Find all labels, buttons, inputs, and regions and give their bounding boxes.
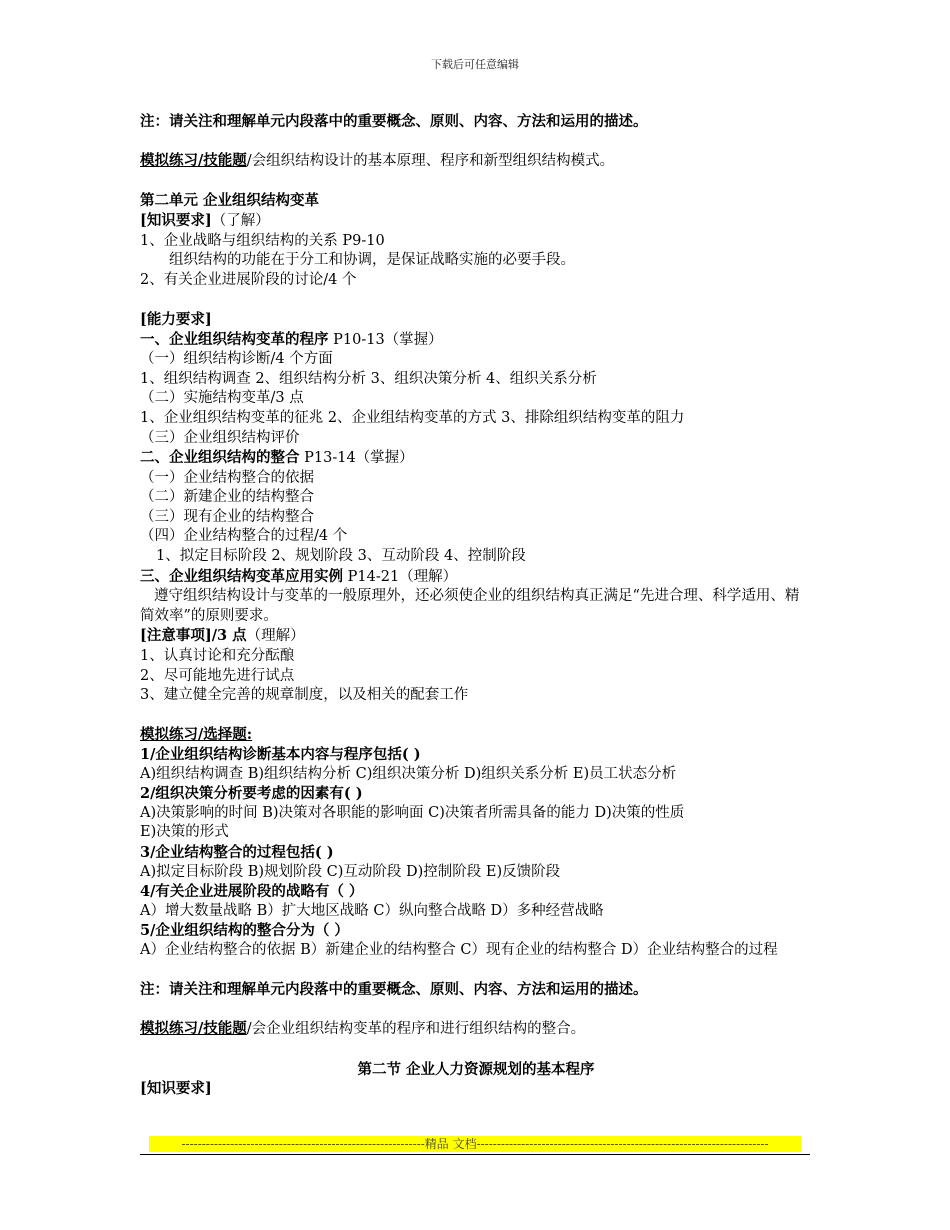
question: 5/企业组织结构的整合分为（ ） xyxy=(140,922,349,940)
attention-item: 1、认真讨论和充分酝酿 xyxy=(140,648,295,665)
section-ref: P10-13（掌握） xyxy=(328,331,443,348)
section-title-text: 二、企业组织结构的整合 xyxy=(140,449,300,467)
attention-heading xyxy=(140,626,812,647)
section-ref: P13-14（掌握） xyxy=(299,450,414,467)
ability-section-title xyxy=(140,448,812,469)
question-options: E)决策的形式 xyxy=(140,824,229,841)
section-ref: P14-21（理解） xyxy=(343,568,458,585)
ability-section-title xyxy=(140,567,812,588)
note-paragraph: 注：请关注和理解单元内段落中的重要概念、原则、内容、方法和运用的描述。 xyxy=(140,113,648,130)
knowledge-note: （了解） xyxy=(211,212,270,229)
knowledge-item: 1、企业战略与组织结构的关系 P9-10 xyxy=(140,232,385,249)
attention-note: （理解） xyxy=(246,628,305,645)
section-title: 第二节 企业人力资源规划的基本程序 xyxy=(357,1060,595,1078)
subsection-items: 1、组织结构调查 2、组织结构分析 3、组织决策分析 4、组织关系分析 xyxy=(140,370,597,387)
choice-exercise-heading: 模拟练习/选择题: xyxy=(140,726,253,744)
skill-exercise-text: /会企业组织结构变革的程序和进行组织结构的整合。 xyxy=(246,1021,586,1038)
knowledge-item: 2、有关企业进展阶段的讨论/4 个 xyxy=(140,271,357,288)
section-paragraph-text: 遵守组织结构设计与变革的一般原理外，还必须使企业的组织结构真正满足“先进合理、科学适用、精简效率”的原则要求。 xyxy=(140,588,800,624)
subsection: （三）企业组织结构评价 xyxy=(140,429,300,446)
attention-item: 3、建立健全完善的规章制度，以及相关的配套工作 xyxy=(140,687,469,704)
footer-banner: ------------------------------------------------------------精品 文档------------------------------------------------------------------------ xyxy=(149,1136,801,1152)
subsection: （一）企业结构整合的依据 xyxy=(140,469,314,486)
section-paragraph xyxy=(140,587,812,626)
note-paragraph: 注：请关注和理解单元内段落中的重要概念、原则、内容、方法和运用的描述。 xyxy=(140,981,648,999)
subsection: （三）现有企业的结构整合 xyxy=(140,508,314,525)
knowledge-heading: [知识要求] xyxy=(140,1080,212,1098)
attention-item: 2、尽可能地先进行试点 xyxy=(140,667,295,684)
question: 2/组织决策分析要考虑的因素有( ) xyxy=(140,785,363,803)
knowledge-item-detail: 组织结构的功能在于分工和协调，是保证战略实施的必要手段。 xyxy=(169,252,575,269)
question: 4/有关企业进展阶段的战略有（ ） xyxy=(140,883,364,901)
skill-exercise-paragraph xyxy=(140,151,812,172)
knowledge-label: [知识要求] xyxy=(140,211,212,229)
question-options: A）企业结构整合的依据 B）新建企业的结构整合 C）现有企业的结构整合 D）企业结构整合的过程 xyxy=(140,941,778,958)
question-options: A)决策影响的时间 B)决策对各职能的影响面 C)决策者所需具备的能力 D)决策的性质 xyxy=(140,804,685,821)
document-body xyxy=(140,112,812,1099)
attention-label: [注意事项]/3 点 xyxy=(140,627,247,645)
skill-exercise-label: 模拟练习/技能题 xyxy=(140,1020,247,1038)
page-footer xyxy=(140,1136,810,1155)
question-options: A)组织结构调查 B)组织结构分析 C)组织决策分析 D)组织关系分析 E)员工状态分析 xyxy=(140,765,677,782)
question: 3/企业结构整合的过程包括( ) xyxy=(140,843,334,861)
section-title-text: 一、企业组织结构变革的程序 xyxy=(140,330,329,348)
subsection-items: 1、拟定目标阶段 2、规划阶段 3、互动阶段 4、控制阶段 xyxy=(156,548,526,565)
subsection: （二）新建企业的结构整合 xyxy=(140,489,314,506)
subsection: （四）企业结构整合的过程/4 个 xyxy=(140,528,348,545)
question: 1/企业组织结构诊断基本内容与程序包括( ) xyxy=(140,746,421,763)
subsection: （二）实施结构变革/3 点 xyxy=(140,390,304,407)
knowledge-heading xyxy=(140,211,812,232)
subsection: （一）组织结构诊断/4 个方面 xyxy=(140,351,333,368)
ability-section-title xyxy=(140,330,812,351)
skill-exercise-text: /会组织结构设计的基本原理、程序和新型组织结构模式。 xyxy=(246,153,615,170)
ability-heading: [能力要求] xyxy=(140,310,212,328)
section-title-text: 三、企业组织结构变革应用实例 xyxy=(140,567,343,585)
question-options: A)拟定目标阶段 B)规划阶段 C)互动阶段 D)控制阶段 E)反馈阶段 xyxy=(140,863,561,880)
page-header: 下载后可任意编辑 xyxy=(431,58,519,71)
unit-title: 第二单元 企业组织结构变革 xyxy=(140,192,320,210)
skill-exercise-label: 模拟练习/技能题 xyxy=(140,152,247,170)
question-options: A）增大数量战略 B）扩大地区战略 C）纵向整合战略 D）多种经营战略 xyxy=(140,902,604,919)
skill-exercise-paragraph xyxy=(140,1019,812,1040)
subsection-items: 1、企业组织结构变革的征兆 2、企业组结构变革的方式 3、排除组织结构变革的阻力 xyxy=(140,409,685,426)
